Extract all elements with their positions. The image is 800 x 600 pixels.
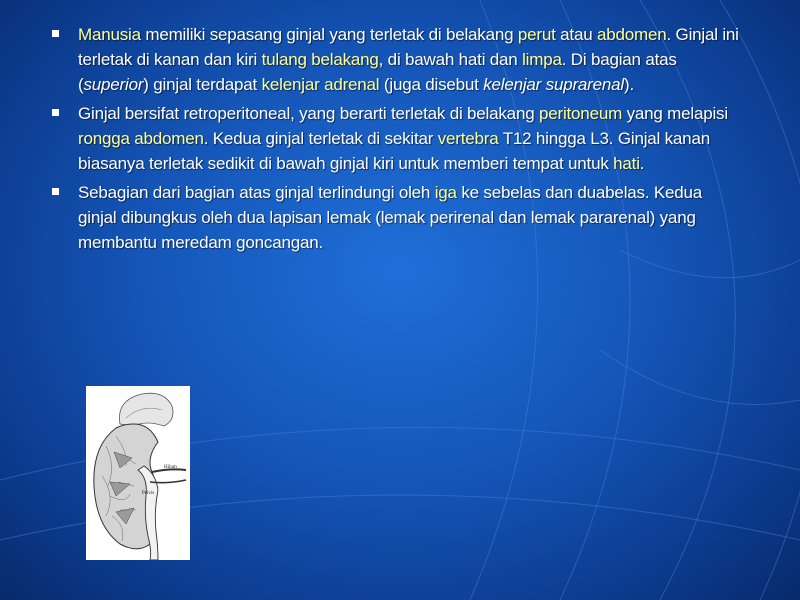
text-segment: atau xyxy=(555,25,597,44)
highlighted-term: kelenjar adrenal xyxy=(261,75,380,94)
bullet-item xyxy=(52,101,742,176)
text-segment: Ginjal bersifat retroperitoneal, yang berarti terletak di belakang xyxy=(78,104,539,123)
kidney-illustration xyxy=(86,386,190,560)
highlighted-term: tulang belakang xyxy=(261,50,379,69)
text-segment: . Kedua ginjal terletak di sekitar xyxy=(203,129,438,148)
text-segment: (juga disebut xyxy=(379,75,484,94)
highlighted-term: limpa xyxy=(522,50,562,69)
highlighted-term: vertebra xyxy=(437,129,499,148)
bullet-text xyxy=(78,22,742,97)
highlighted-term: perut xyxy=(517,25,556,44)
text-segment: ). xyxy=(623,75,634,94)
text-segment: T12 hingga L3. Ginjal kanan biasanya terletak sedikit di bawah ginjal kiri untuk memberi tempat untuk xyxy=(78,129,710,173)
text-segment: yang melapisi xyxy=(622,104,728,123)
italic-term: superior xyxy=(83,75,144,94)
text-segment: . Di bagian atas ( xyxy=(78,50,677,94)
text-segment: memiliki sepasang ginjal yang terletak di belakang xyxy=(140,25,518,44)
highlighted-term: Manusia xyxy=(78,25,141,44)
hilum-label: Hilum xyxy=(164,465,177,470)
text-segment: Sebagian dari bagian atas ginjal terlindungi oleh xyxy=(78,183,435,202)
text-segment: . xyxy=(639,154,645,173)
text-segment: ke sebelas dan duabelas. Kedua ginjal dibungkus oleh dua lapisan lemak (lemak perirenal dan lemak pararenal) yang membantu meredam goncangan. xyxy=(78,183,703,252)
text-segment: , di bawah hati dan xyxy=(378,50,523,69)
highlighted-term: peritoneum xyxy=(538,104,623,123)
highlighted-term: iga xyxy=(434,183,457,202)
text-segment: ) ginjal terdapat xyxy=(143,75,262,94)
highlighted-term: rongga abdomen xyxy=(78,129,204,148)
slide-body xyxy=(52,22,742,259)
bullet-text xyxy=(78,180,742,255)
text-segment: . Ginjal ini terletak di kanan dan kiri xyxy=(78,25,739,69)
bullet-item xyxy=(52,22,742,97)
highlighted-term: hati xyxy=(613,154,640,173)
bullet-item xyxy=(52,180,742,255)
italic-term: kelenjar suprarenal xyxy=(483,75,624,94)
bullet-square-icon xyxy=(52,30,59,37)
highlighted-term: abdomen xyxy=(597,25,667,44)
bullet-text xyxy=(78,101,742,176)
bullet-square-icon xyxy=(52,109,59,116)
bullet-square-icon xyxy=(52,188,59,195)
pelvis-label: Pelvis xyxy=(142,491,155,496)
